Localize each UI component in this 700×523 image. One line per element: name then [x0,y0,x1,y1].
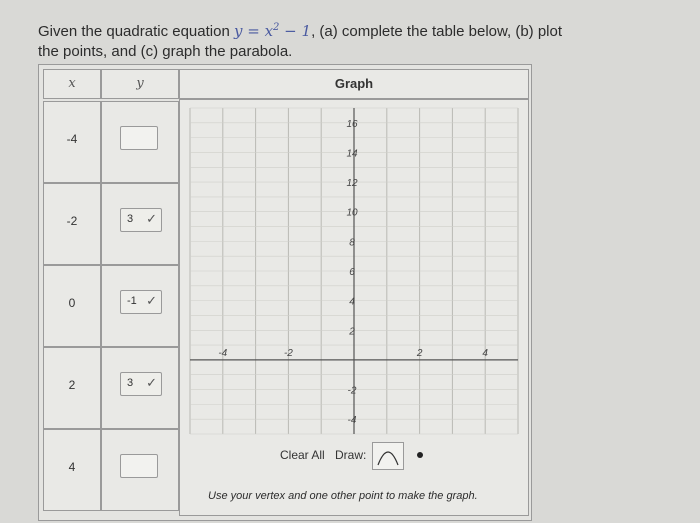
x-tick-label: 4 [482,347,488,359]
y-tick-label: -4 [347,415,357,427]
table-row [43,183,179,263]
y-tick-label: 16 [346,118,358,130]
y-tick-label: 12 [346,178,358,190]
y-input[interactable]: 3 ✓ [120,372,162,396]
coordinate-grid[interactable] [180,100,528,440]
y-cell [101,429,179,511]
y-cell [101,347,179,429]
check-icon: ✓ [146,293,157,308]
y-cell [101,183,179,265]
table-and-graph-panel [38,64,532,521]
graph-canvas[interactable] [179,99,529,516]
graph-header: Graph [179,69,529,99]
y-cell [101,101,179,183]
x-tick-label: -4 [218,347,228,359]
question-prompt [38,18,678,62]
x-value: -4 [66,132,78,146]
equation: $y = x^2 - 1$ [233,22,312,40]
y-tick-label: 6 [349,267,355,278]
y-input[interactable] [120,454,158,478]
x-tick-label: -2 [283,347,293,359]
draw-label: Draw: [335,448,367,462]
y-input[interactable]: 3 ✓ [120,208,162,232]
table-row [43,101,179,181]
clear-all-button[interactable]: Clear All [280,448,325,462]
check-icon: ✓ [146,211,157,226]
point-icon[interactable] [405,442,435,468]
x-cell [43,101,101,183]
y-tick-label: 8 [349,237,355,249]
prompt-text-tail: , (a) complete the table below, (b) plot [311,23,563,40]
y-tick-label: 2 [349,326,355,338]
x-cell [43,183,101,265]
prompt-text: Given the quadratic equation [38,23,234,40]
y-tick-label: 10 [346,207,358,219]
check-icon: ✓ [146,375,157,390]
y-input[interactable]: -1 ✓ [120,290,162,314]
x-tick-label: 2 [416,347,423,359]
x-value: 0 [68,296,76,310]
table-row [43,347,179,427]
parabola-icon[interactable] [372,442,404,470]
y-column-header: y [101,69,179,99]
y-tick-label: -2 [347,385,357,397]
x-value: 2 [68,378,76,392]
x-cell [43,265,101,347]
y-cell [101,265,179,347]
x-column-header: x [43,69,101,99]
x-value: 4 [68,460,76,474]
table-row [43,265,179,345]
y-tick-label: 14 [346,148,358,160]
table-row [43,429,179,509]
x-value: -2 [66,214,78,228]
x-cell [43,347,101,429]
y-input[interactable] [120,126,158,150]
y-tick-label: 4 [349,296,355,308]
hint-text: Use your vertex and one other point to make the graph. [208,490,478,502]
prompt-text-line2: the points, and (c) graph the parabola. [38,43,293,60]
x-cell [43,429,101,511]
